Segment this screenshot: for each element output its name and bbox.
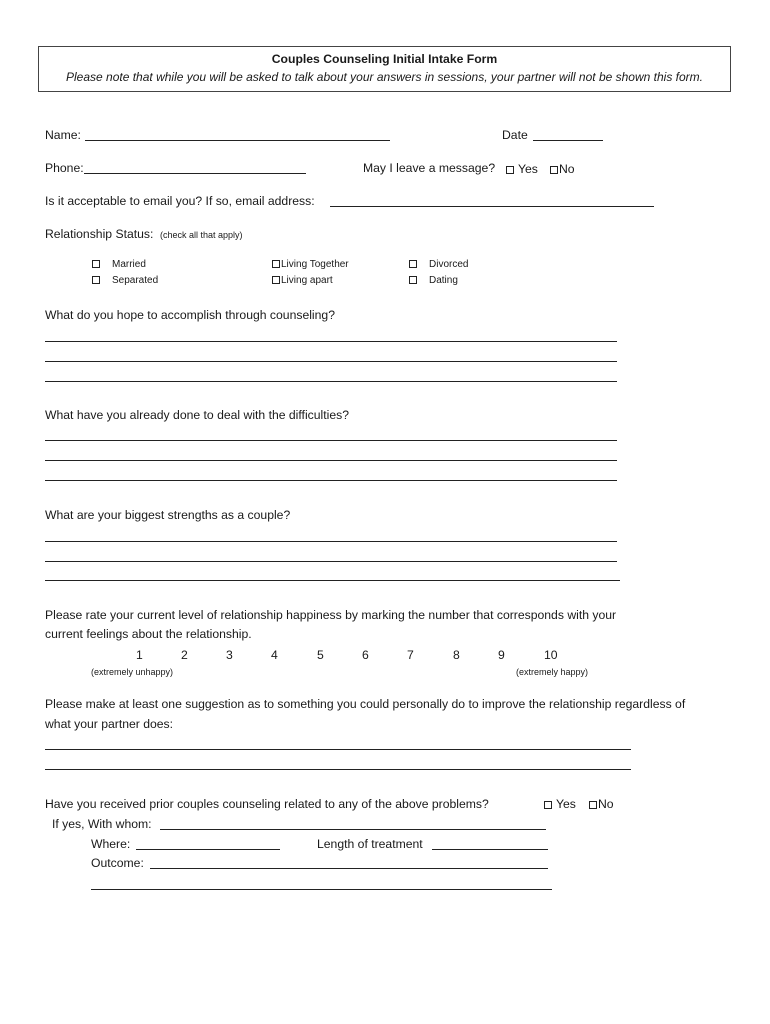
living-apart-label: Living apart	[281, 275, 333, 286]
answer-line[interactable]	[45, 580, 620, 581]
separated-label: Separated	[112, 275, 159, 286]
divorced-checkbox[interactable]	[409, 260, 417, 268]
answer-line[interactable]	[45, 480, 617, 481]
dating-label: Dating	[429, 275, 458, 286]
rating-option-6[interactable]: 6	[362, 648, 369, 662]
prior-no-checkbox[interactable]	[589, 801, 597, 809]
rating-option-5[interactable]: 5	[317, 648, 324, 662]
status-option-living-apart[interactable]	[272, 275, 333, 286]
name-field[interactable]	[85, 140, 390, 141]
prior-yes-option[interactable]	[544, 797, 576, 811]
question-rating-line1: Please rate your current level of relationship happiness by marking the number that corresponds with your	[45, 608, 617, 622]
email-field[interactable]	[330, 206, 654, 207]
phone-field[interactable]	[84, 173, 306, 174]
message-no-option[interactable]	[550, 162, 575, 176]
with-whom-field[interactable]	[160, 829, 546, 830]
answer-line[interactable]	[45, 769, 631, 770]
answer-line[interactable]	[45, 749, 631, 750]
prior-no-label: No	[598, 797, 614, 811]
status-option-divorced[interactable]	[409, 259, 468, 270]
answer-line[interactable]	[45, 541, 617, 542]
living-together-label: Living Together	[281, 259, 349, 270]
rating-option-9[interactable]: 9	[498, 648, 505, 662]
where-label: Where:	[91, 837, 131, 851]
question-prior-counseling: Have you received prior couples counseling related to any of the above problems?	[45, 797, 489, 811]
rating-option-8[interactable]: 8	[453, 648, 460, 662]
email-question: Is it acceptable to email you? If so, email address:	[45, 194, 315, 208]
question-rating-line2: current feelings about the relationship.	[45, 627, 252, 641]
message-no-checkbox[interactable]	[550, 166, 558, 174]
prior-yes-checkbox[interactable]	[544, 801, 552, 809]
answer-line[interactable]	[45, 341, 617, 342]
form-note: Please note that while you will be asked to talk about your answers in sessions, your partner will not be shown this form.	[66, 70, 703, 84]
living-together-checkbox[interactable]	[272, 260, 280, 268]
rating-low-label: (extremely unhappy)	[91, 667, 174, 677]
length-label: Length of treatment	[317, 837, 423, 851]
status-label: Relationship Status:	[45, 227, 154, 241]
divorced-label: Divorced	[429, 259, 469, 270]
message-yes-label: Yes	[518, 162, 538, 176]
message-no-label: No	[559, 162, 575, 176]
rating-option-10[interactable]: 10	[544, 648, 558, 662]
message-question: May I leave a message?	[363, 161, 496, 175]
separated-checkbox[interactable]	[92, 276, 100, 284]
message-yes-checkbox[interactable]	[506, 166, 514, 174]
with-whom-label: If yes, With whom:	[52, 817, 152, 831]
form-header	[38, 46, 731, 92]
rating-option-1[interactable]: 1	[136, 648, 143, 662]
living-apart-checkbox[interactable]	[272, 276, 280, 284]
message-yes-option[interactable]	[506, 162, 538, 176]
dating-checkbox[interactable]	[409, 276, 417, 284]
date-label: Date	[502, 128, 528, 142]
status-option-married[interactable]	[92, 259, 146, 270]
outcome-field[interactable]	[150, 868, 548, 869]
status-option-living-together[interactable]	[272, 259, 349, 270]
question-suggestion-line2: what your partner does:	[45, 717, 174, 731]
answer-line[interactable]	[45, 381, 617, 382]
outcome-label: Outcome:	[91, 856, 144, 870]
rating-option-3[interactable]: 3	[226, 648, 233, 662]
question-difficulties: What have you already done to deal with the difficulties?	[45, 408, 349, 422]
answer-line[interactable]	[45, 440, 617, 441]
prior-no-option[interactable]	[589, 797, 614, 811]
length-field[interactable]	[432, 849, 548, 850]
name-label: Name:	[45, 128, 81, 142]
outcome-field-continued[interactable]	[91, 889, 552, 890]
rating-high-label: (extremely happy)	[516, 667, 589, 677]
rating-option-2[interactable]: 2	[181, 648, 188, 662]
question-strengths: What are your biggest strengths as a couple?	[45, 508, 291, 522]
answer-line[interactable]	[45, 561, 617, 562]
where-field[interactable]	[136, 849, 280, 850]
rating-option-4[interactable]: 4	[271, 648, 278, 662]
prior-yes-label: Yes	[556, 797, 576, 811]
status-hint: (check all that apply)	[160, 230, 243, 240]
rating-option-7[interactable]: 7	[407, 648, 414, 662]
status-option-separated[interactable]	[92, 275, 158, 286]
status-option-dating[interactable]	[409, 275, 458, 286]
married-checkbox[interactable]	[92, 260, 100, 268]
form-title: Couples Counseling Initial Intake Form	[271, 52, 498, 66]
married-label: Married	[112, 259, 146, 270]
question-suggestion-line1: Please make at least one suggestion as to something you could personally do to improve the relationship regardless of	[45, 697, 686, 711]
answer-line[interactable]	[45, 361, 617, 362]
question-accomplish: What do you hope to accomplish through counseling?	[45, 308, 335, 322]
answer-line[interactable]	[45, 460, 617, 461]
date-field[interactable]	[533, 140, 603, 141]
phone-label: Phone:	[45, 161, 84, 175]
